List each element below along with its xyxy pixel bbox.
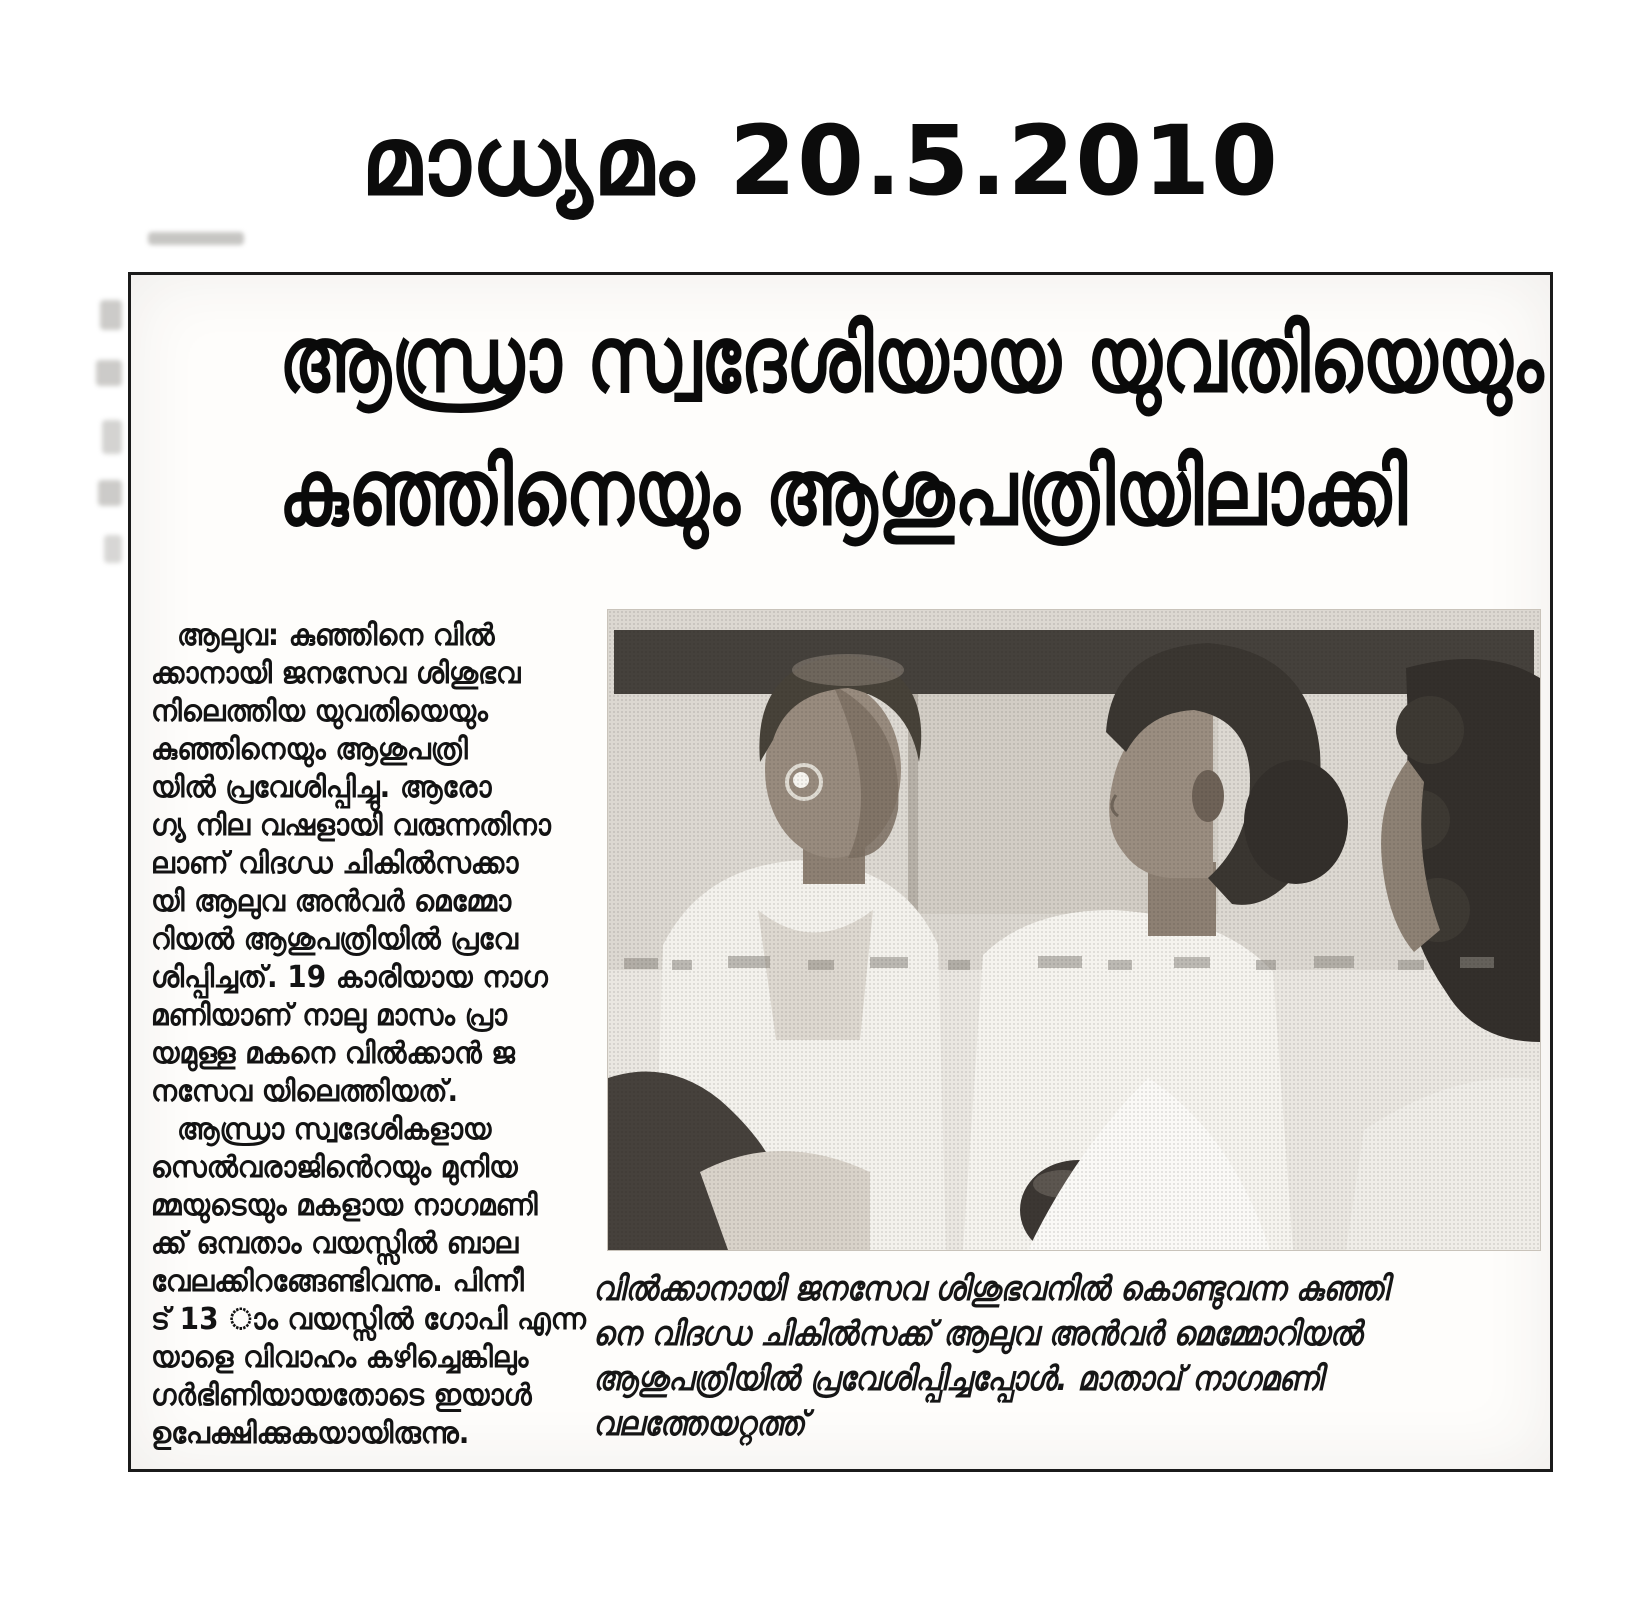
body-line: യമുള്ള മകനെ വിൽക്കാൻ ജ — [151, 1036, 515, 1071]
body-line: ഉപേക്ഷിക്കുകയായിരുന്നു. — [151, 1416, 470, 1451]
margin-smudge — [104, 535, 122, 563]
body-line: ആന്ധ്രാ സ്വദേശികളായ — [177, 1112, 492, 1147]
news-photo — [608, 610, 1540, 1250]
body-line: ട് 13 ാം വയസ്സിൽ ഗോപി എന്ന — [151, 1302, 586, 1337]
margin-smudge — [102, 420, 122, 454]
body-line: യി ആലുവ അൻവർ മെമ്മോ — [151, 884, 512, 919]
body-line: ഗർഭിണിയായതോടെ ഇയാൾ — [151, 1378, 532, 1413]
margin-smudge — [148, 232, 244, 245]
body-line: മ്മയുടെയും മകളായ നാഗമണി — [151, 1188, 538, 1223]
caption-line: നെ വിദഗ്ധ ചികിൽസക്ക് ആലുവ അൻവർ മെമ്മോറിയൽ — [593, 1314, 1362, 1354]
body-line: ക്കാനായി ജനസേവ ശിശുഭവ — [151, 656, 521, 691]
body-line: ലാണ് വിദഗ്ധ ചികിൽസക്കാ — [151, 846, 519, 881]
body-line: ശിപ്പിച്ചത്. 19 കാരിയായ നാഗ — [151, 960, 548, 995]
caption-line: ആശുപത്രിയിൽ പ്രവേശിപ്പിച്ചപ്പോൾ. മാതാവ് നാഗമണി — [593, 1359, 1323, 1399]
body-line: കുഞ്ഞിനെയും ആശുപത്രി — [151, 732, 468, 767]
body-line: മണിയാണ് നാലു മാസം പ്രാ — [151, 998, 507, 1033]
body-line: യിൽ പ്രവേശിപ്പിച്ചു. ആരോ — [151, 770, 492, 805]
body-line: യാളെ വിവാഹം കഴിച്ചെങ്കിലും — [151, 1340, 529, 1375]
photo-caption — [593, 1267, 1511, 1447]
body-line: നസേവ യിലെത്തിയത്. — [151, 1074, 459, 1109]
body-line: നിലെത്തിയ യുവതിയെയും — [151, 694, 488, 729]
margin-smudge — [100, 300, 122, 330]
caption-line: വിൽക്കാനായി ജനസേവ ശിശുഭവനിൽ കൊണ്ടുവന്ന കുഞ്ഞി — [593, 1269, 1389, 1309]
body-line: ഗ്യ നില വഷളായി വരുന്നതിനാ — [151, 808, 551, 843]
body-line: ക്ക് ഒമ്പതാം വയസ്സിൽ ബാല — [151, 1226, 519, 1261]
caption-line: വലത്തേയറ്റത്ത് — [593, 1404, 806, 1444]
body-line: വേലക്കിറങ്ങേണ്ടിവന്നു. പിന്നീ — [151, 1264, 524, 1299]
margin-smudge — [96, 360, 122, 386]
body-line: സെൽവരാജിൻെറയും മുനിയ — [151, 1150, 518, 1185]
margin-smudge — [98, 480, 122, 506]
article-clipping — [128, 272, 1553, 1472]
publication-date-header: മാധ്യമം 20.5.2010 — [361, 105, 1279, 217]
headline-line-1: ആന്ധ്രാ സ്വദേശിയായ യുവതിയെയും — [279, 306, 1544, 413]
body-line: റിയൽ ആശുപത്രിയിൽ പ്രവേ — [151, 922, 518, 957]
article-body-column — [151, 617, 587, 1453]
body-line: ആലുവ: കുഞ്ഞിനെ വിൽ — [177, 618, 495, 653]
article-headline — [139, 293, 1544, 559]
news-photo-illustration — [608, 610, 1540, 1250]
headline-line-2: കുഞ്ഞിനെയും ആശുപത്രിയിലാക്കി — [279, 439, 1408, 546]
